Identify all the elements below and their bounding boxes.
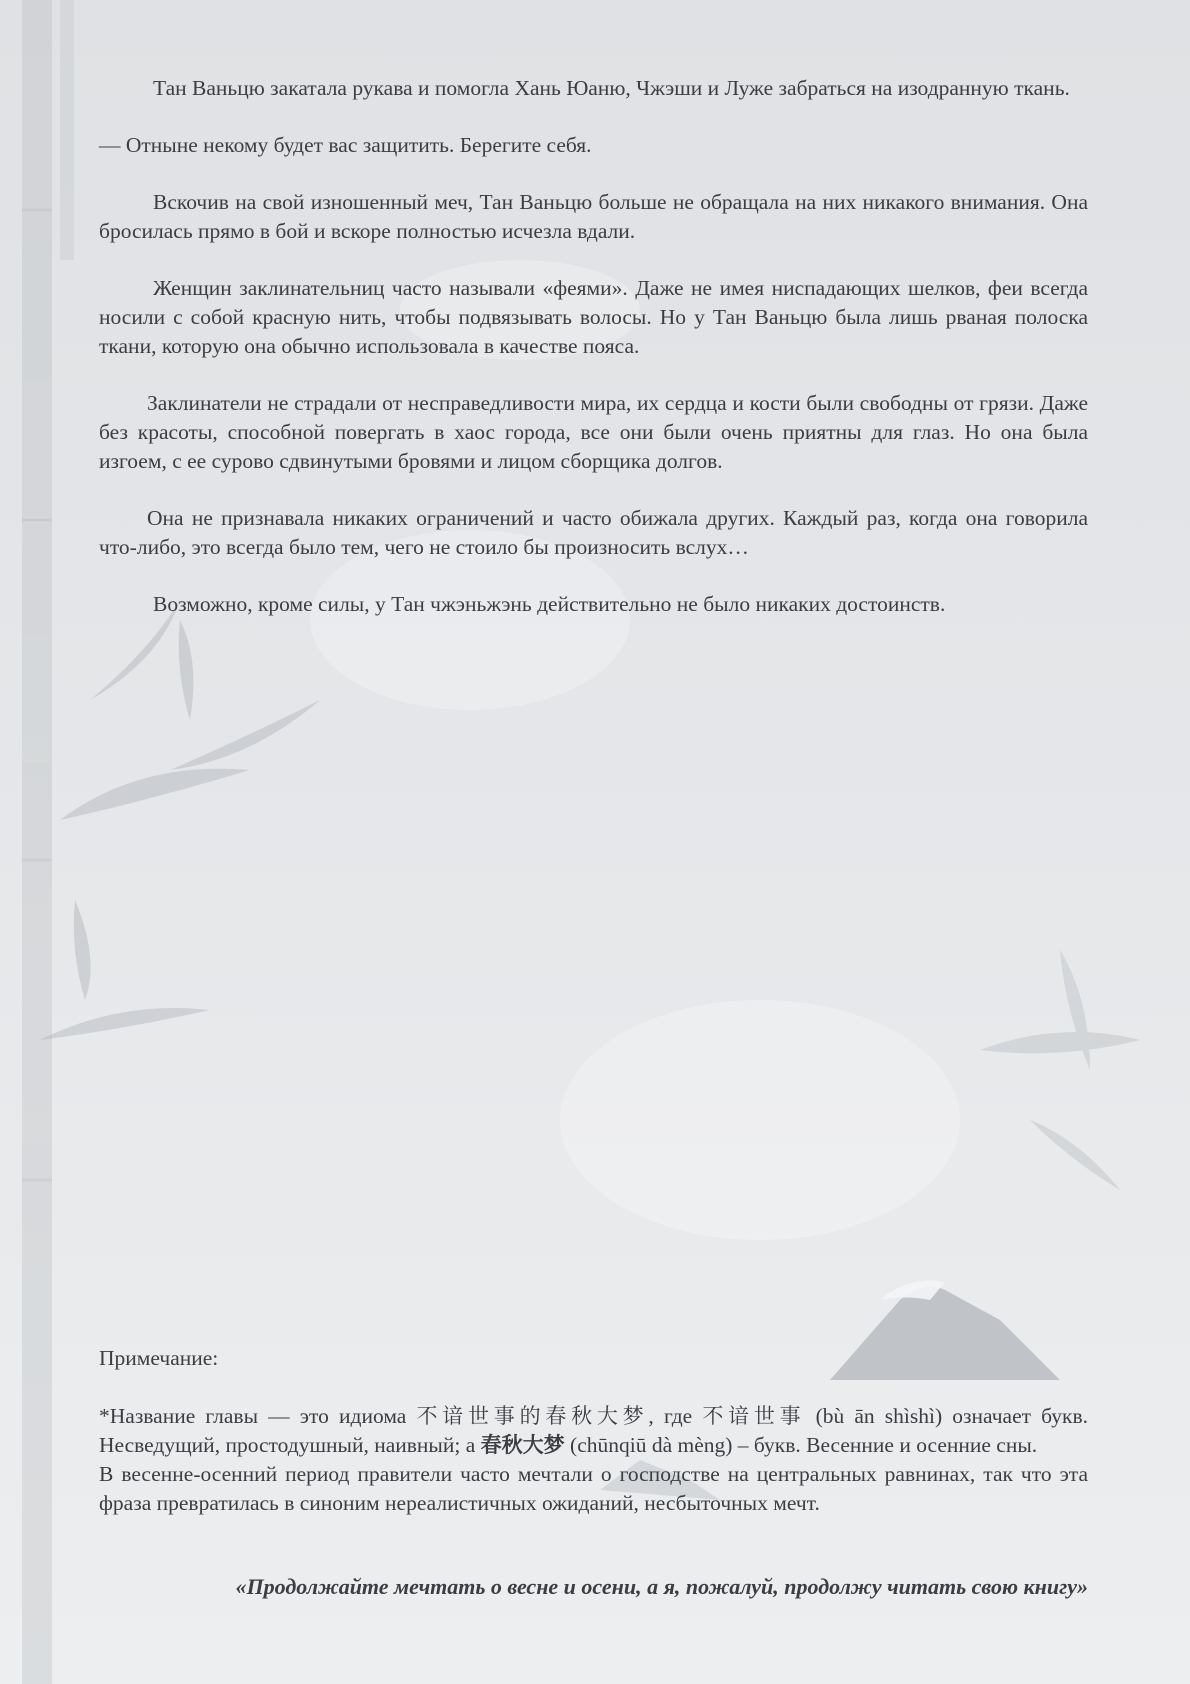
paragraph-1: Тан Ваньцю закатала рукава и помогла Хань Юаню, Чжэши и Луже забраться на изодранную ткань. <box>153 76 1070 100</box>
footnote-heading: Примечание: <box>99 1346 219 1370</box>
main-text <box>99 74 1088 647</box>
paragraph-6: Она не признавала никаких ограничений и часто обижала других. Каждый раз, когда она говорила что-либо, это всегда было тем, чего не стоило бы произносить вслух… <box>99 506 1088 559</box>
footnote-text-c: (bù ān shìshì) означает букв. Несведущий, простодушный, наивный; а <box>99 1404 1089 1457</box>
paragraph-7: Возможно, кроме силы, у Тан чжэньжэнь действительно не было никаких достоинств. <box>153 592 946 616</box>
paragraph-4: Женщин заклинательниц часто называли «феями». Даже не имея ниспадающих шелков, феи всегда носили с собой красную нить, чтобы подвязывать волосы. Но у Тан Ваньцю была лишь рваная полоска ткани, которую она обычно использовала в качестве пояса. <box>99 276 1088 358</box>
idiom-part-2: 春秋大梦 <box>480 1433 565 1457</box>
idiom-full: 不谙世事的春秋大梦 <box>416 1404 649 1428</box>
paragraph-3: Вскочив на свой изношенный меч, Тан Ваньцю больше не обращала на них никакого внимания. Она бросилась прямо в бой и вскоре полностью исчезла вдали. <box>99 190 1088 243</box>
footnote-line-2: В весенне-осенний период правители часто мечтали о господстве на центральных равнинах, так что эта фраза превратилась в синоним нереалистичных ожиданий, несбыточных мечт. <box>99 1462 1088 1515</box>
footnote-text-a: *Название главы — это идиома <box>99 1404 417 1428</box>
closing-quote: «Продолжайте мечтать о весне и осени, а я, пожалуй, продолжу читать свою книгу» <box>235 1574 1088 1599</box>
bamboo-stalks <box>22 0 74 1684</box>
paragraph-5: Заклинатели не страдали от несправедливости мира, их сердца и кости были свободны от грязи. Даже без красоты, способной повергать в хаос города, все они были очень приятны для глаз. Но она была изгоем, с ее сурово сдвинутыми бровями и лицом сборщика долгов. <box>99 391 1088 473</box>
footnote-section <box>99 1344 1088 1518</box>
footnote-text-b: , где <box>648 1404 703 1428</box>
paragraph-2: — Отныне некому будет вас защитить. Берегите себя. <box>99 133 592 157</box>
footnote-line-1 <box>99 1402 1088 1460</box>
bamboo-leaves-right <box>980 950 1140 1190</box>
footnote-text-d: (chūnqiū dà mèng) – букв. Весенние и осенние сны. <box>564 1433 1038 1457</box>
idiom-part-1: 不谙世事 <box>702 1404 806 1428</box>
bamboo-leaves-left <box>40 600 320 1040</box>
